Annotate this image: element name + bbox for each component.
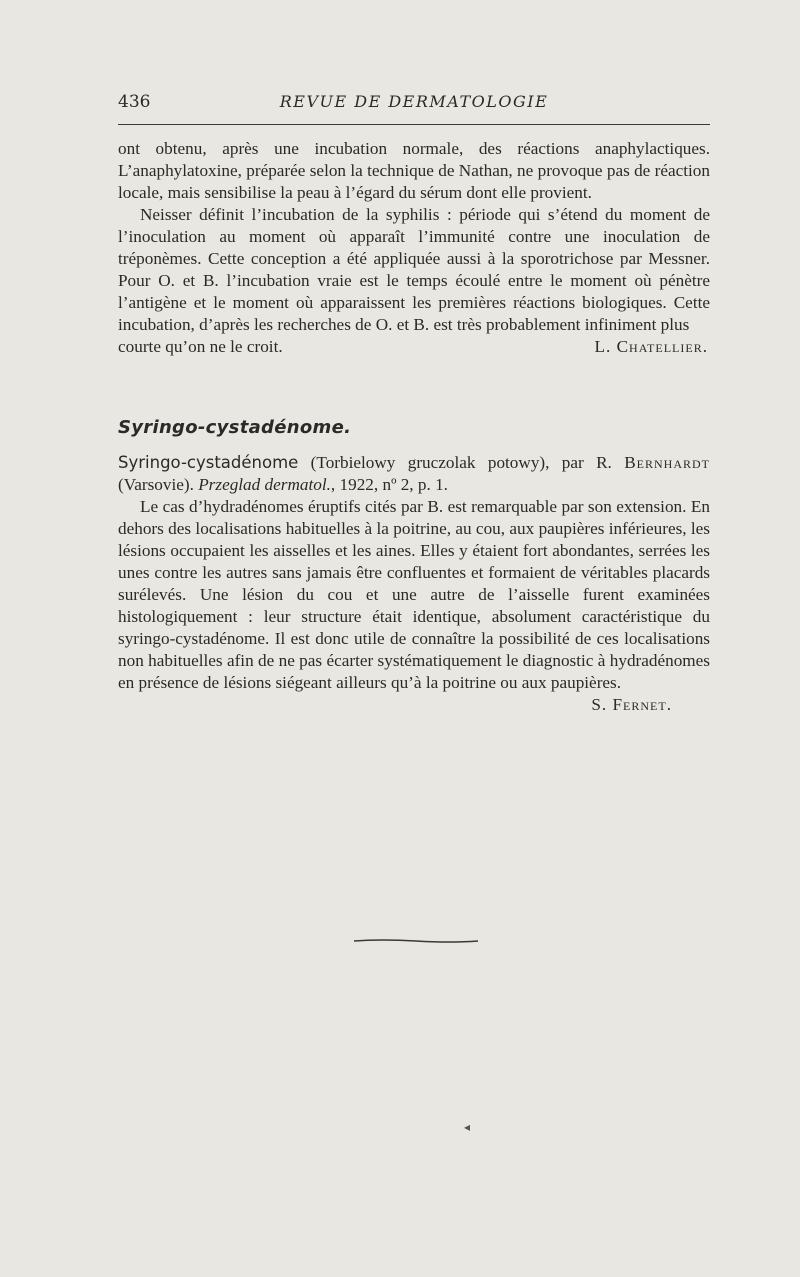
article-2-citation-mid: (Varsovie).: [118, 475, 199, 494]
article-2: [118, 452, 710, 716]
article-2-heading: Syringo-cystadénome: [118, 453, 299, 472]
article-1-paragraph-1: ont obtenu, après une incubation normale, des réactions anaphylactiques. L’anaphylatoxine, préparée selon la technique de Nathan, ne provoque pas de réaction locale, mais sensibilise la peau à l’égard du sérum dont elle provient.: [118, 139, 710, 202]
page-number: 436: [118, 92, 151, 112]
article-1-closing: [118, 336, 710, 358]
article-2-signature: S. Fernet.: [591, 695, 672, 714]
article-1-last-line: courte qu’on ne le croit.: [118, 337, 283, 356]
article-2-closing: [118, 694, 710, 716]
stray-mark: ◂: [464, 1120, 471, 1134]
article-1: [118, 138, 710, 358]
article-1-signature: L. Chatellier.: [594, 337, 708, 356]
article-2-citation-pre: (Torbielowy gruczolak potowy), par R.: [298, 453, 625, 472]
page-header: [118, 92, 710, 118]
article-2-author: Bernhardt: [624, 453, 710, 472]
header-rule: [118, 124, 710, 125]
section-title: Syringo-cystadénome.: [118, 417, 352, 438]
article-2-citation: [118, 452, 710, 496]
article-2-body: Le cas d’hydradénomes éruptifs cités par B. est remarquable par son extension. En dehors des localisations habituelles à la poitrine, au cou, aux paupières inférieures, les lésions occupaient les aisselles et les aines. Elles y étaient fort abondantes, serrées les unes contre les autres sans jamais être confluentes et formaient de véritables placards surélevés. Une lésion du cou et une autre de l’aisselle furent examinées histologiquement : leur structure était identique, absolument caractéristique du syringo-cystadénome. Il est donc utile de connaître la possibilité de ces localisations non habituelles afin de ne pas écarter systématiquement le diagnostic à hydradénomes en présence de lésions siégeant ailleurs qu’à la poitrine ou aux paupières.: [118, 497, 710, 692]
article-2-journal: Przeglad dermatol.: [198, 475, 331, 494]
end-ornament: [352, 938, 480, 944]
article-2-citation-post: , 1922, nº 2, p. 1.: [330, 475, 448, 494]
article-1-paragraph-2: Neisser définit l’incubation de la syphilis : période qui s’étend du moment de l’inoculation au moment où apparaît l’immunité contre une inoculation de tréponèmes. Cette conception a été appliquée aussi à la sporotrichose par Messner. Pour O. et B. l’incubation vraie est le temps écoulé entre le moment où pénètre l’antigène et le moment où apparaissent les premières réactions biologiques. Cette incubation, d’après les recherches de O. et B. est très probablement infiniment plus: [118, 205, 710, 334]
running-title: REVUE DE DERMATOLOGIE: [279, 92, 549, 111]
